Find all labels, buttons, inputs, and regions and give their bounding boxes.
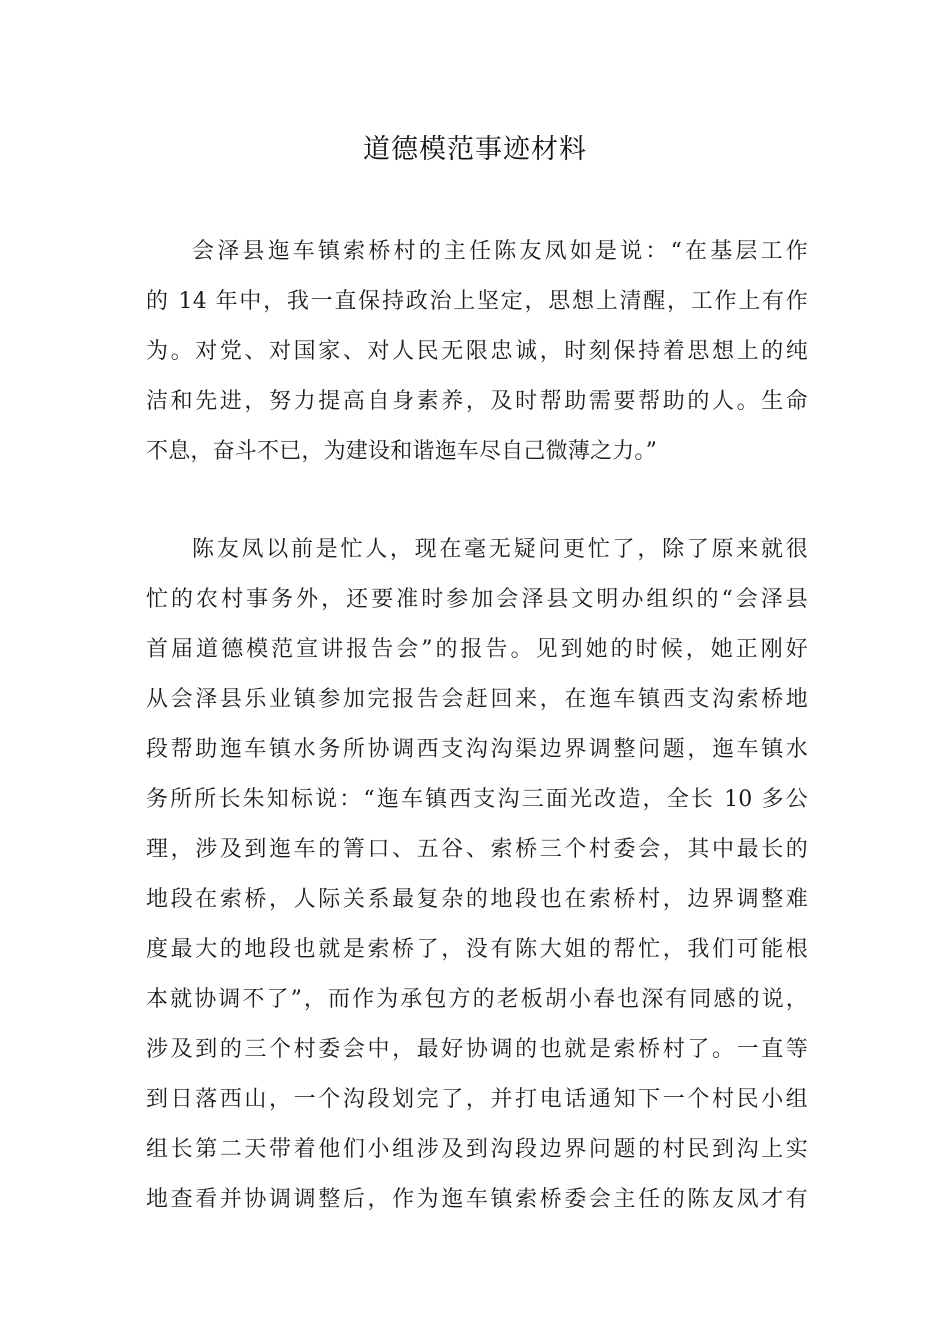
paragraph-line: 地段在索桥，人际关系最复杂的地段也在索桥村，边界调整难 [146,887,808,912]
paragraph-line: 本就协调不了”，而作为承包方的老板胡小春也深有同感的说， [146,987,808,1012]
paragraph-line: 到日落西山，一个沟段划完了，并打电话通知下一个村民小组 [146,1087,808,1112]
paragraph-line: 理，涉及到迤车的箐口、五谷、索桥三个村委会，其中最长的 [146,837,808,862]
paragraph-line: 度最大的地段也就是索桥了，没有陈大姐的帮忙，我们可能根 [146,937,808,962]
paragraph-line: 的 14 年中，我一直保持政治上坚定，思想上清醒，工作上有作 [146,289,808,314]
paragraph-line: 地查看并协调调整后，作为迤车镇索桥委会主任的陈友凤才有 [146,1187,808,1212]
paragraph-2 [146,525,808,1225]
paragraph-1 [146,227,808,477]
paragraph-line: 段帮助迤车镇水务所协调西支沟沟渠边界调整问题，迤车镇水 [146,737,808,762]
paragraph-line: 务所所长朱知标说：“迤车镇西支沟三面光改造，全长 10 多公 [146,787,808,812]
paragraph-line: 不息，奋斗不已，为建设和谐迤车尽自己微薄之力。” [146,439,658,464]
paragraph-line: 洁和先进，努力提高自身素养，及时帮助需要帮助的人。生命 [146,389,808,414]
paragraph-line: 陈友凤以前是忙人，现在毫无疑问更忙了，除了原来就很 [192,537,808,562]
paragraph-line: 组长第二天带着他们小组涉及到沟段边界问题的村民到沟上实 [146,1137,808,1162]
paragraph-line: 忙的农村事务外，还要准时参加会泽县文明办组织的“会泽县 [146,587,808,612]
paragraph-line: 涉及到的三个村委会中，最好协调的也就是索桥村了。一直等 [146,1037,808,1062]
paragraph-line: 首届道德模范宣讲报告会”的报告。见到她的时候，她正刚好 [146,637,808,662]
paragraph-line: 从会泽县乐业镇参加完报告会赶回来，在迤车镇西支沟索桥地 [146,687,808,712]
document-title: 道德模范事迹材料 [363,134,587,165]
paragraph-line: 为。对党、对国家、对人民无限忠诚，时刻保持着思想上的纯 [146,339,808,364]
paragraph-line: 会泽县迤车镇索桥村的主任陈友凤如是说：“在基层工作 [192,239,808,264]
